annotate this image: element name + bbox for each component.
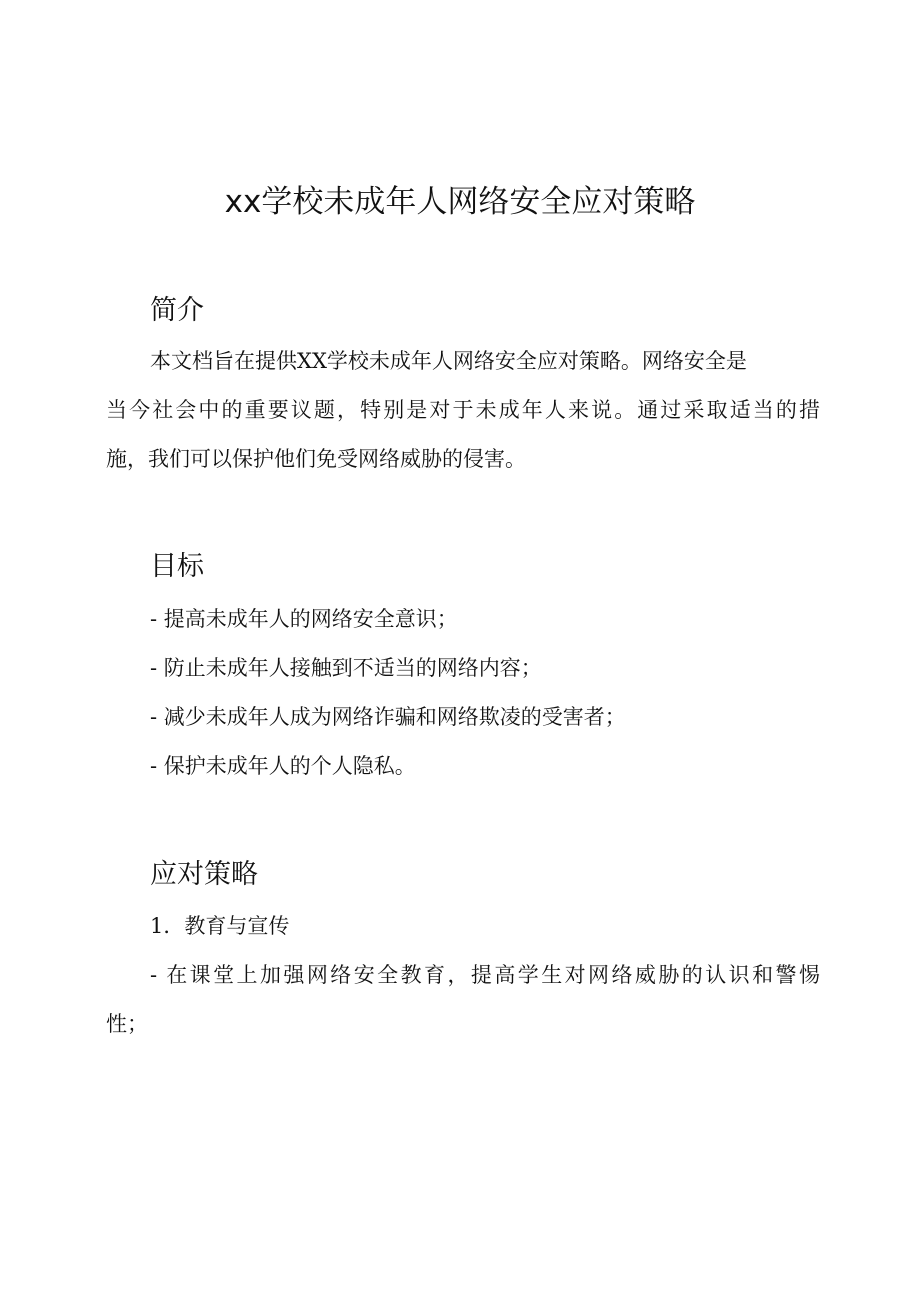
goal-item-4: - 保护未成年人的个人隐私。 [150, 754, 416, 778]
intro-line-3: 施，我们可以保护他们免受网络威胁的侵害。 [106, 447, 526, 471]
goal-item-3: - 减少未成年人成为网络诈骗和网络欺凌的受害者； [150, 705, 626, 729]
strategy-line-1: - 在课堂上加强网络安全教育，提高学生对网络威胁的认识和警惕 [150, 963, 820, 987]
goal-item-1: - 提高未成年人的网络安全意识； [150, 607, 458, 631]
section-heading-intro: 简介 [150, 295, 204, 326]
intro-line-2: 当今社会中的重要议题，特别是对于未成年人来说。通过采取适当的措 [106, 398, 820, 422]
strategy-line-2: 性； [106, 1012, 148, 1036]
strategy-subheading: 1．教育与宣传 [150, 914, 290, 938]
goal-item-2: - 防止未成年人接触到不适当的网络内容； [150, 656, 542, 680]
section-heading-goals: 目标 [150, 551, 204, 582]
document-title: xx学校未成年人网络安全应对策略 [224, 184, 696, 220]
section-heading-strategies: 应对策略 [150, 859, 258, 890]
intro-line-1: 本文档旨在提供XX学校未成年人网络安全应对策略。网络安全是 [150, 349, 747, 373]
